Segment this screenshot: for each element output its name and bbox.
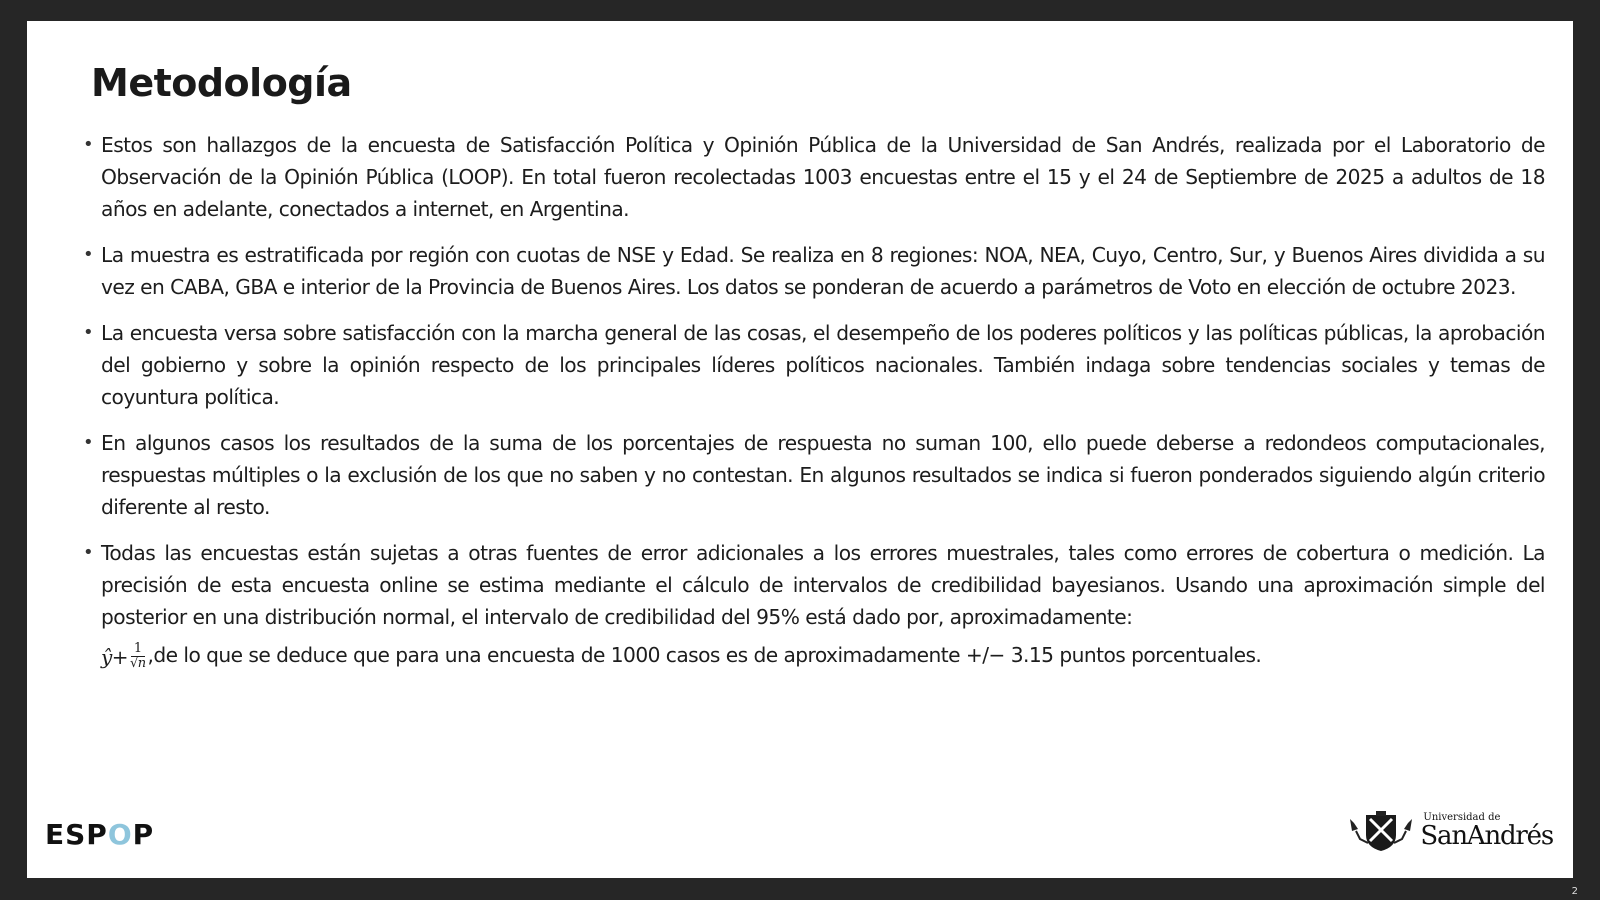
espop-logo (45, 818, 154, 851)
bullet-icon: • (83, 322, 94, 343)
bullet-item (77, 317, 1545, 413)
university-label-big: SanAndrés (1420, 821, 1553, 851)
bullet-icon: • (83, 244, 94, 265)
bullet-icon: • (83, 134, 94, 155)
credibility-formula (101, 637, 148, 677)
slide-title: Metodología (91, 61, 352, 105)
formula-trailing-text: ,de lo que se deduce que para una encuesta de 1000 casos es de aproximadamente +/− 3.15 puntos porcentuales. (147, 643, 1262, 667)
espop-logo-part1: ESP (45, 818, 108, 851)
universidad-san-andres-logo (1348, 809, 1553, 853)
page-number: 2 (1571, 886, 1578, 897)
formula-base: ŷ+ (101, 644, 128, 669)
bullet-item (77, 427, 1545, 523)
bullet-text: La muestra es estratificada por región con cuotas de NSE y Edad. Se realiza en 8 regiones: NOA, NEA, Cuyo, Centro, Sur, y Buenos Aires dividida a su vez en CABA, GBA e interior de la Provincia de Buenos Aires. Los datos se ponderan de acuerdo a parámetros de Voto en elección de octubre 2023. (101, 243, 1545, 299)
formula-line (101, 635, 1545, 677)
bullet-item (77, 239, 1545, 303)
bullet-item (77, 537, 1545, 677)
university-label-small: Universidad de (1423, 812, 1501, 823)
formula-fraction (130, 642, 146, 671)
bullet-text: Todas las encuestas están sujetas a otras fuentes de error adicionales a los errores muestrales, tales como errores de cobertura o medición. La precisión de esta encuesta online se estima mediante el cálculo de intervalos de credibilidad bayesianos. Usando una aproximación simple del posterior en una distribución normal, el intervalo de credibilidad del 95% está dado por, aproximadamente: (101, 541, 1545, 629)
university-crest-icon (1348, 809, 1414, 853)
bullet-text: Estos son hallazgos de la encuesta de Satisfacción Política y Opinión Pública de la Universidad de San Andrés, realizada por el Laboratorio de Observación de la Opinión Pública (LOOP). En total fueron recolectadas 1003 encuestas entre el 15 y el 24 de Septiembre de 2025 a adultos de 18 años en adelante, conectados a internet, en Argentina. (101, 133, 1545, 221)
bullet-icon: • (83, 432, 94, 453)
espop-logo-o: O (107, 818, 133, 851)
formula-numerator: 1 (131, 642, 145, 657)
formula-denominator: √n (129, 656, 146, 671)
espop-logo-part2: P (132, 818, 155, 851)
slide (27, 21, 1573, 878)
bullet-text: En algunos casos los resultados de la suma de los porcentajes de respuesta no suman 100, ello puede deberse a redondeos computacionales, respuestas múltiples o la exclusión de los que no saben y no contestan. En algunos resultados se indica si fueron ponderados siguiendo algún criterio diferente al resto. (101, 431, 1545, 519)
bullet-list (77, 129, 1545, 691)
bullet-item (77, 129, 1545, 225)
bullet-text: La encuesta versa sobre satisfacción con la marcha general de las cosas, el desempeño de los poderes políticos y las políticas públicas, la aprobación del gobierno y sobre la opinión respecto de los principales líderes políticos nacionales. También indaga sobre tendencias sociales y temas de coyuntura política. (101, 321, 1545, 409)
bullet-icon: • (83, 542, 94, 563)
